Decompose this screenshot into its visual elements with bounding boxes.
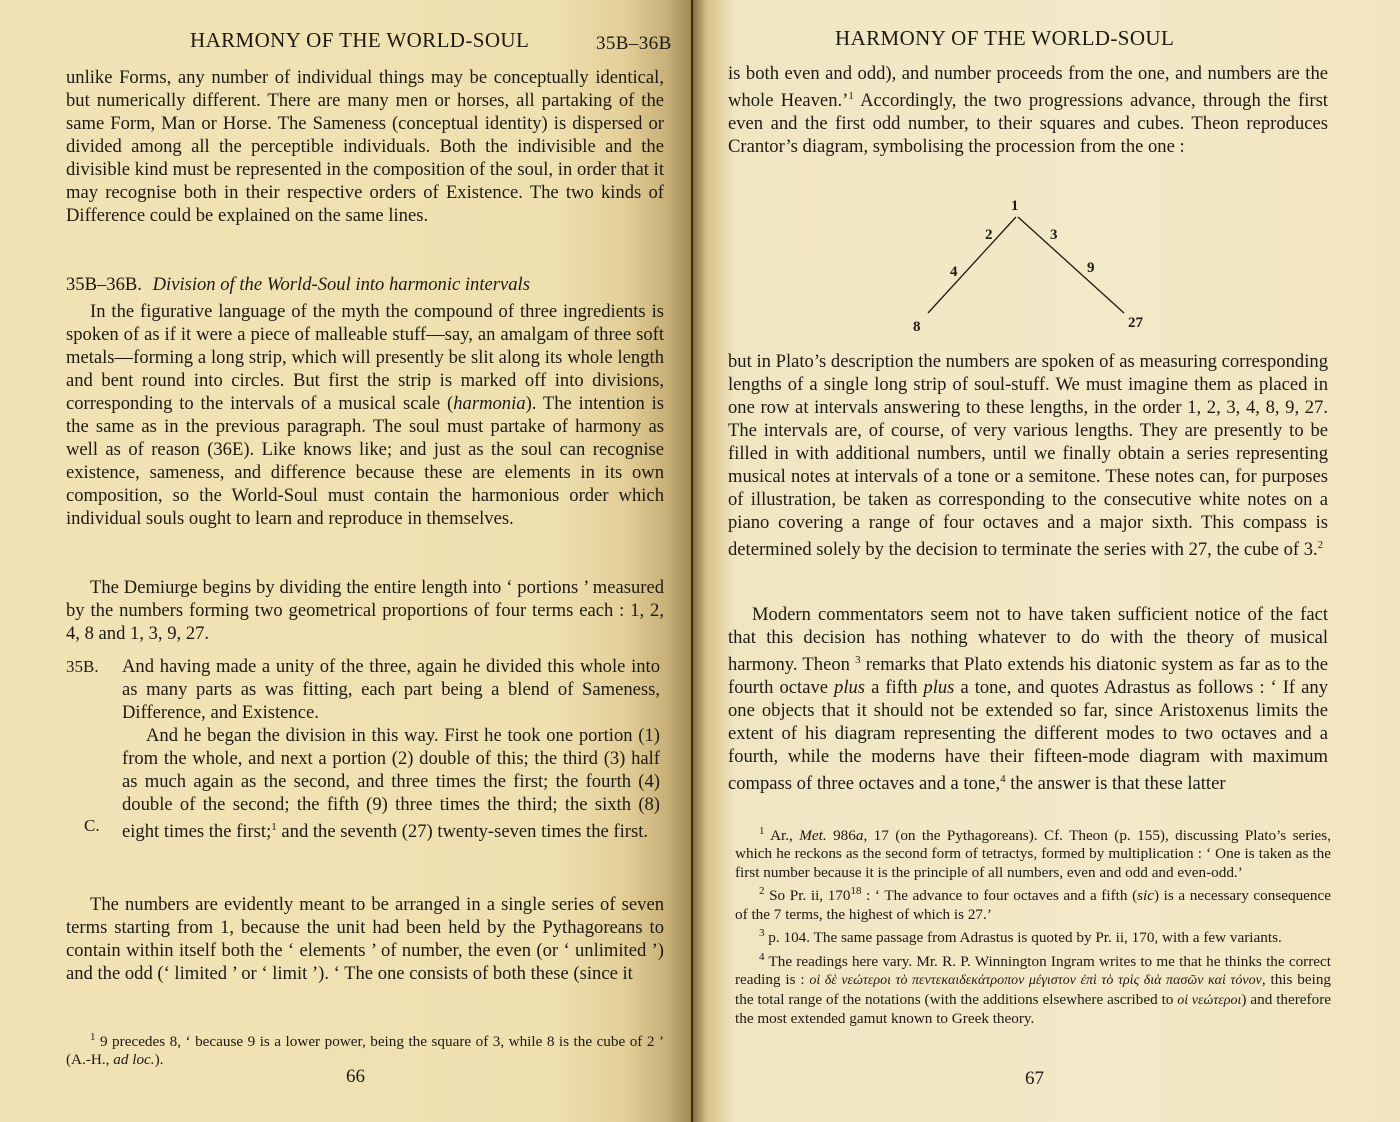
paragraph-text: but in Plato’s description the numbers are spoken of as measuring corresponding lengths of a single long strip of soul-stuff. We must imagine them as placed in one row at intervals answering to these lengths, in the order 1, 2, 3, 4, 8, 9, 27. The intervals are, of course, of very various lengths. They are presently to be filled in with additional numbers, until we finally obtain a series representing musical notes at intervals of a tone or a semitone. These notes can, for purposes of illustration, be taken as corresponding to the consecutive white notes on a piano covering a range of four octaves and a major sixth. This compass is determined solely by the decision to terminate the series with 27, the cube of 3. xyxy=(728,351,1328,561)
footnote-4 xyxy=(735,948,1331,1029)
footnote-text: ). xyxy=(154,1051,164,1069)
paragraph-modern xyxy=(728,603,1328,795)
paragraph-text: unlike Forms, any number of individual things may be conceptually identical, but numerically different. There are many men or horses, all partaking of the same Form, Man or Horse. The Sameness (conceptual identity) is dispersed or divided among all the perceptible individuals. Both the indivisible and the divisible kind must be represented in the composition of the soul, in order that it may recognise both in their respective orders of Existence. The two kinds of Difference could be explained on the same lines. xyxy=(66,67,664,226)
paragraph-text: ). The intention is the same as in the previous paragraph. The soul must partake of harmony as well as of reason (36E). Like knows like; and just as the soul can recognise existence, sameness, and difference because these are elements in its own composition, so the World-Soul must contain the harmonious order which individual souls ought to learn and reproduce in themselves. xyxy=(66,393,665,529)
paragraph-text: Modern commentators seem not to have taken sufficient notice of the fact that this decision has nothing whatever to do with the theory of musical harmony. Theon xyxy=(728,604,1328,676)
diagram-left-2: 4 xyxy=(950,264,958,280)
page-number-right: 67 xyxy=(1025,1068,1044,1089)
section-heading xyxy=(66,273,664,296)
italic-term: plus xyxy=(923,677,955,699)
footnote-1 xyxy=(735,822,1331,882)
section-reference: 35B–36B xyxy=(596,33,672,54)
footnote-text: The readings here vary. Mr. R. P. Winnington Ingram writes to me that he thinks the correct reading is : xyxy=(735,952,1331,989)
paragraph-numbers xyxy=(66,893,664,985)
paragraph-text: Accordingly, the two progressions advance, through the first even and the first odd number, to their squares and cubes. Theon reproduces Crantor’s diagram, symbolising the procession from the one : xyxy=(728,90,1328,158)
footnote-marker: 4 xyxy=(1000,773,1006,786)
footnote-text: So Pr. ii, 170 xyxy=(764,887,851,905)
paragraph-text: a tone, and quotes Adrastus as follows : ‘ If any one objects that it should not be extended so far, since Aristoxenus limits the extent of his diagram representing the different modes to two octaves and a fourth, while the moderns have their fifteen-mode diagram with maximum compass of three octaves and a tone, xyxy=(728,677,1329,795)
footnote-marker: 3 xyxy=(759,927,765,940)
diagram-left-1: 2 xyxy=(985,227,993,243)
paragraph-continued xyxy=(66,66,664,227)
diagram-right-1: 3 xyxy=(1050,227,1058,243)
diagram-left-line xyxy=(928,217,1016,313)
running-head-left: HARMONY OF THE WORLD-SOUL xyxy=(190,28,530,52)
footnote-marker: 2 xyxy=(759,885,765,898)
paragraph-plato xyxy=(728,350,1328,561)
footnotes-right xyxy=(735,822,1331,1028)
margin-ref-c: C. xyxy=(84,816,100,835)
running-head-right: HARMONY OF THE WORLD-SOUL xyxy=(835,26,1175,50)
footnote-marker: 2 xyxy=(1317,539,1324,551)
paragraph-text: the answer is that these latter xyxy=(1005,773,1226,795)
section-heading-title: Division of the World-Soul into harmonic intervals xyxy=(152,274,530,295)
quotation-block xyxy=(122,655,660,843)
footnote-superscript: 18 xyxy=(850,885,862,898)
footnote-3 xyxy=(735,924,1331,947)
paragraph-text: remarks that Plato extends his diatonic system as far as to the fourth octave xyxy=(728,654,1328,699)
paragraph-text: The numbers are evidently meant to be arranged in a single series of seven terms starting from 1, because the unit had been held by the Pythagoreans to contain within itself both the ‘ elements ’ of number, the even (or ‘ unlimited ’) and the odd (‘ limited ’ or ‘ limit ’). ‘ The one consists of both these (since it xyxy=(66,894,664,984)
quotation-span: And he began the division in this way. First he took one portion (1) from the whole, and next a portion (2) double of this; the third (3) half as much again as the second, and three times the first; the fourth (4) double of the second; xyxy=(122,725,660,815)
footnote-italic: Met. xyxy=(799,827,827,845)
paragraph-text: The Demiurge begins by dividing the entire length into ‘ portions ’ measured by the numbers forming two geometrical proportions of four terms each : 1, 2, 4, 8 and 1, 3, 9, 27. xyxy=(66,577,664,644)
paragraph-figurative xyxy=(66,300,664,530)
footnote-marker: 1 xyxy=(848,90,854,102)
diagram-apex: 1 xyxy=(1011,198,1019,214)
section-heading-ref: 35B–36B. xyxy=(66,274,142,295)
quotation-text: And having made a unity of the three, again he divided this whole into as many parts as was fitting, each part being a blend of Sameness, Difference, and Existence. xyxy=(122,656,660,723)
right-page xyxy=(693,0,1400,1122)
footnote-1 xyxy=(66,1028,664,1070)
diagram-right-2: 9 xyxy=(1087,260,1095,276)
footnote-text: p. 104. The same passage from Adrastus is quoted by Pr. ii, 170, with a few variants. xyxy=(764,929,1282,947)
footnote-text: , 17 (on the Pythagoreans). Cf. Theon (p. 155), discussing Plato’s series, which he reckons as the second form of tetractys, formed by multiplication : ‘ One is taken as the first number because it is the principle of all numbers, even and odd and even-odd.’ xyxy=(735,827,1331,881)
italic-term: plus xyxy=(834,677,866,699)
diagram-right-line xyxy=(1018,217,1124,313)
footnote-italic: ad loc. xyxy=(113,1051,155,1069)
paragraph-continued xyxy=(728,62,1328,158)
footnote-text: 9 precedes 8, ‘ because 9 is a lower power, being the square of 3, while 8 is the cube of 2 ’ (A.-H., xyxy=(66,1033,664,1069)
greek-text: οἱ δὲ νεώτεροι τὸ πεντεκαιδεκάτροπον μέγιστον ἐπὶ τὸ τρὶς διὰ πασῶν καὶ τόνον xyxy=(809,973,1262,989)
footnote-text: ) and therefore the most extended gamut known to Greek theory. xyxy=(735,990,1331,1027)
italic-term: harmonia xyxy=(453,393,526,414)
paragraph-demiurge xyxy=(66,576,664,645)
footnote-marker: 3 xyxy=(855,654,861,666)
footnote-text: : ‘ The advance to four octaves and a fifth ( xyxy=(861,887,1138,905)
footnote-marker: 1 xyxy=(759,825,765,837)
footnote-2 xyxy=(735,882,1331,924)
margin-ref-35b: 35B. xyxy=(66,657,99,676)
left-page xyxy=(0,0,693,1122)
footnote-italic: sic xyxy=(1137,887,1154,905)
paragraph-text: is both even and odd), and number proceeds from the one, and numbers are the whole Heaven.’ xyxy=(728,63,1328,112)
footnote-text: , this being the total range of the notations (with the additions elsewhere ascribed to xyxy=(735,971,1332,1008)
footnote-marker: 1 xyxy=(90,1031,96,1043)
quotation-span: and the seventh (27) twenty-seven times the first. xyxy=(276,821,649,843)
quotation-span: the fifth (9) three times the third; the sixth (8) eight times the first; xyxy=(122,794,660,843)
diagram-left-3: 8 xyxy=(913,319,921,335)
footnote-text: Ar., xyxy=(764,827,800,845)
paragraph-text: In the figurative language of the myth the compound of three ingredients is spoken of as if it were a piece of malleable stuff—say, an amalgam of three soft metals—forming a long strip, which will presently be slit along its whole length and bent round into circles. But first the strip is marked off into divisions, corresponding to the intervals of a musical scale ( xyxy=(66,301,664,414)
footnote-marker: 1 xyxy=(271,821,277,833)
diagram-right-3: 27 xyxy=(1128,315,1143,331)
footnote-text: 986 xyxy=(826,827,856,845)
crantor-diagram xyxy=(888,190,1168,340)
greek-text: οἱ νεώτεροι xyxy=(1177,992,1242,1008)
footnote-marker: 4 xyxy=(759,950,765,963)
footnote-italic: a xyxy=(855,827,864,845)
quotation-text xyxy=(122,724,660,843)
page-number-left: 66 xyxy=(346,1066,365,1087)
footnote-text: ) is a necessary consequence of the 7 terms, the highest of which is 27.’ xyxy=(735,887,1331,923)
paragraph-text: a fifth xyxy=(865,677,924,699)
